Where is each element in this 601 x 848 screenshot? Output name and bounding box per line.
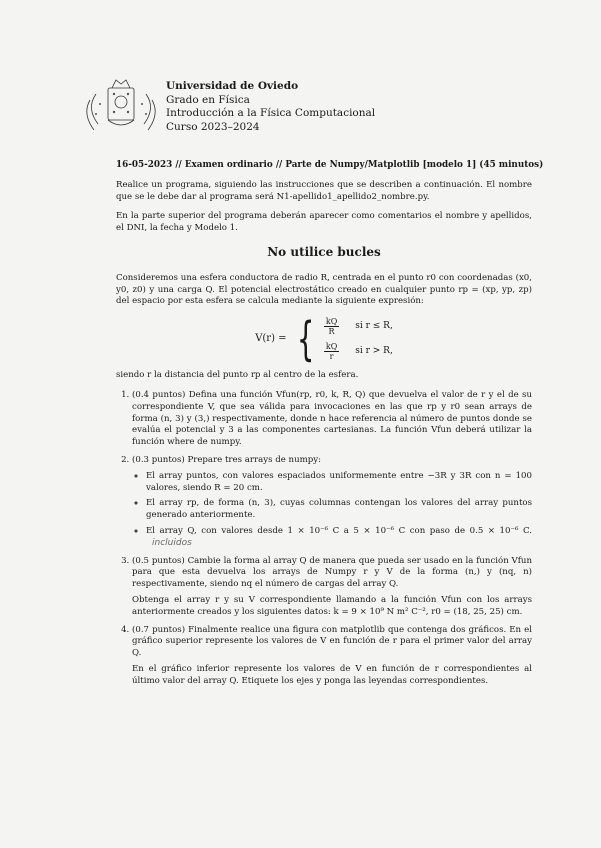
condition: si r ≤ R,	[355, 320, 393, 331]
after-formula-text: siendo r la distancia del punto rp al centro de la esfera.	[116, 370, 359, 381]
university-info	[166, 80, 375, 134]
formula-lhs: V(r) =	[255, 333, 287, 345]
degree-name: Grado en Física	[166, 93, 250, 106]
task-text: (0.5 puntos) Cambie la forma al array Q de manera que pueda ser usado en la función Vfun para que esta devuelva los arrays de Numpy r y V de la forma (n,) y (nq, n) respectivamente, siendo nq el número de cargas del array Q.	[132, 555, 532, 590]
university-crest-icon	[76, 74, 166, 140]
bullet-item: ◦ El array rp, de forma (n, 3), cuyas columnas contengan los valores del array puntos generado anteriormente.	[146, 498, 532, 522]
fraction	[324, 317, 339, 336]
task-text: (0.4 puntos) Defina una función Vfun(rp, r0, k, R, Q) que devuelva el valor de r y el de su correspondiente V, que sea válida para invocaciones en las que rp y r0 sean arrays de forma (n, 3) y (3,) respectivamente, donde n hace referencia al número de puntos donde se evalúa el potencial y 3 a las componentes cartesianas. La función Vfun deberá utilizar la función where de numpy.	[132, 389, 532, 448]
task-subtext: En el gráfico inferior represente los valores de V en función de r correspondientes al último valor del array Q. Etiquete los ejes y ponga las leyendas correspondientes.	[132, 663, 532, 686]
potential-formula	[116, 312, 532, 367]
fraction	[324, 342, 339, 361]
no-loops-heading: No utilice bucles	[267, 244, 381, 259]
task-list	[116, 390, 532, 688]
formula-case-outside	[324, 342, 393, 361]
condition: si r > R,	[355, 345, 393, 356]
bullet-item	[146, 526, 532, 550]
handwritten-note: incluidos	[152, 537, 192, 548]
denominator: R	[328, 327, 335, 337]
university-name: Universidad de Oviedo	[166, 80, 299, 92]
formula-case-inside	[324, 317, 393, 336]
task-item-2	[132, 455, 532, 550]
bullet-item: ◦ El array puntos, con valores espaciados uniformemente entre −3R y 3R con n = 100 valores, siendo R = 20 cm.	[146, 471, 532, 495]
header	[76, 74, 536, 144]
bullet-text: El array Q, con valores desde 1 × 10⁻⁶ C a 5 × 10⁻⁶ C con paso de 0.5 × 10⁻⁶ C.	[146, 525, 532, 536]
task-text: (0.7 puntos) Finalmente realice una figura con matplotlib que contenga dos gráficos. En el gráfico superior represente los valores de V en función de r para el primer valor del array Q.	[132, 624, 532, 659]
academic-year: Curso 2023–2024	[166, 120, 260, 133]
numerator: kQ	[325, 317, 338, 327]
brace-icon: {	[296, 312, 314, 367]
intro-paragraph-2: En la parte superior del programa deberán aparecer como comentarios el nombre y apellidos, el DNI, la fecha y Modelo 1.	[116, 211, 532, 234]
denominator: r	[329, 352, 334, 362]
exam-title: 16-05-2023 // Examen ordinario // Parte de Numpy/Matplotlib [modelo 1] (45 minutos)	[116, 160, 544, 170]
task-item-4	[132, 625, 532, 688]
task-text: (0.3 puntos) Prepare tres arrays de numpy:	[132, 454, 322, 465]
task-item-3	[132, 556, 532, 619]
exam-content	[116, 160, 544, 694]
numerator: kQ	[325, 342, 338, 352]
formula-cases	[324, 317, 393, 361]
array-bullet-list	[132, 471, 532, 550]
course-name: Introducción a la Física Computacional	[166, 107, 376, 119]
task-item-1	[132, 390, 532, 449]
intro-paragraph-1: Realice un programa, siguiendo las instrucciones que se describen a continuación. El nombre que se le debe dar al programa será N1-apellido1_apellido2_nombre.py.	[116, 179, 532, 202]
problem-statement: Consideremos una esfera conductora de radio R, centrada en el punto r0 con coordenadas (x0, y0, z0) y una carga Q. El potencial electrostático creado en cualquier punto rp = (xp, yp, zp) del espacio por esta esfera se calcula mediante la siguiente expresión:	[116, 272, 532, 307]
task-subtext: Obtenga el array r y su V correspondiente llamando a la función Vfun con los arrays anteriormente creados y los siguientes datos: k = 9 × 10⁹ N m² C⁻², r0 = (18, 25, 25) cm.	[132, 594, 532, 617]
